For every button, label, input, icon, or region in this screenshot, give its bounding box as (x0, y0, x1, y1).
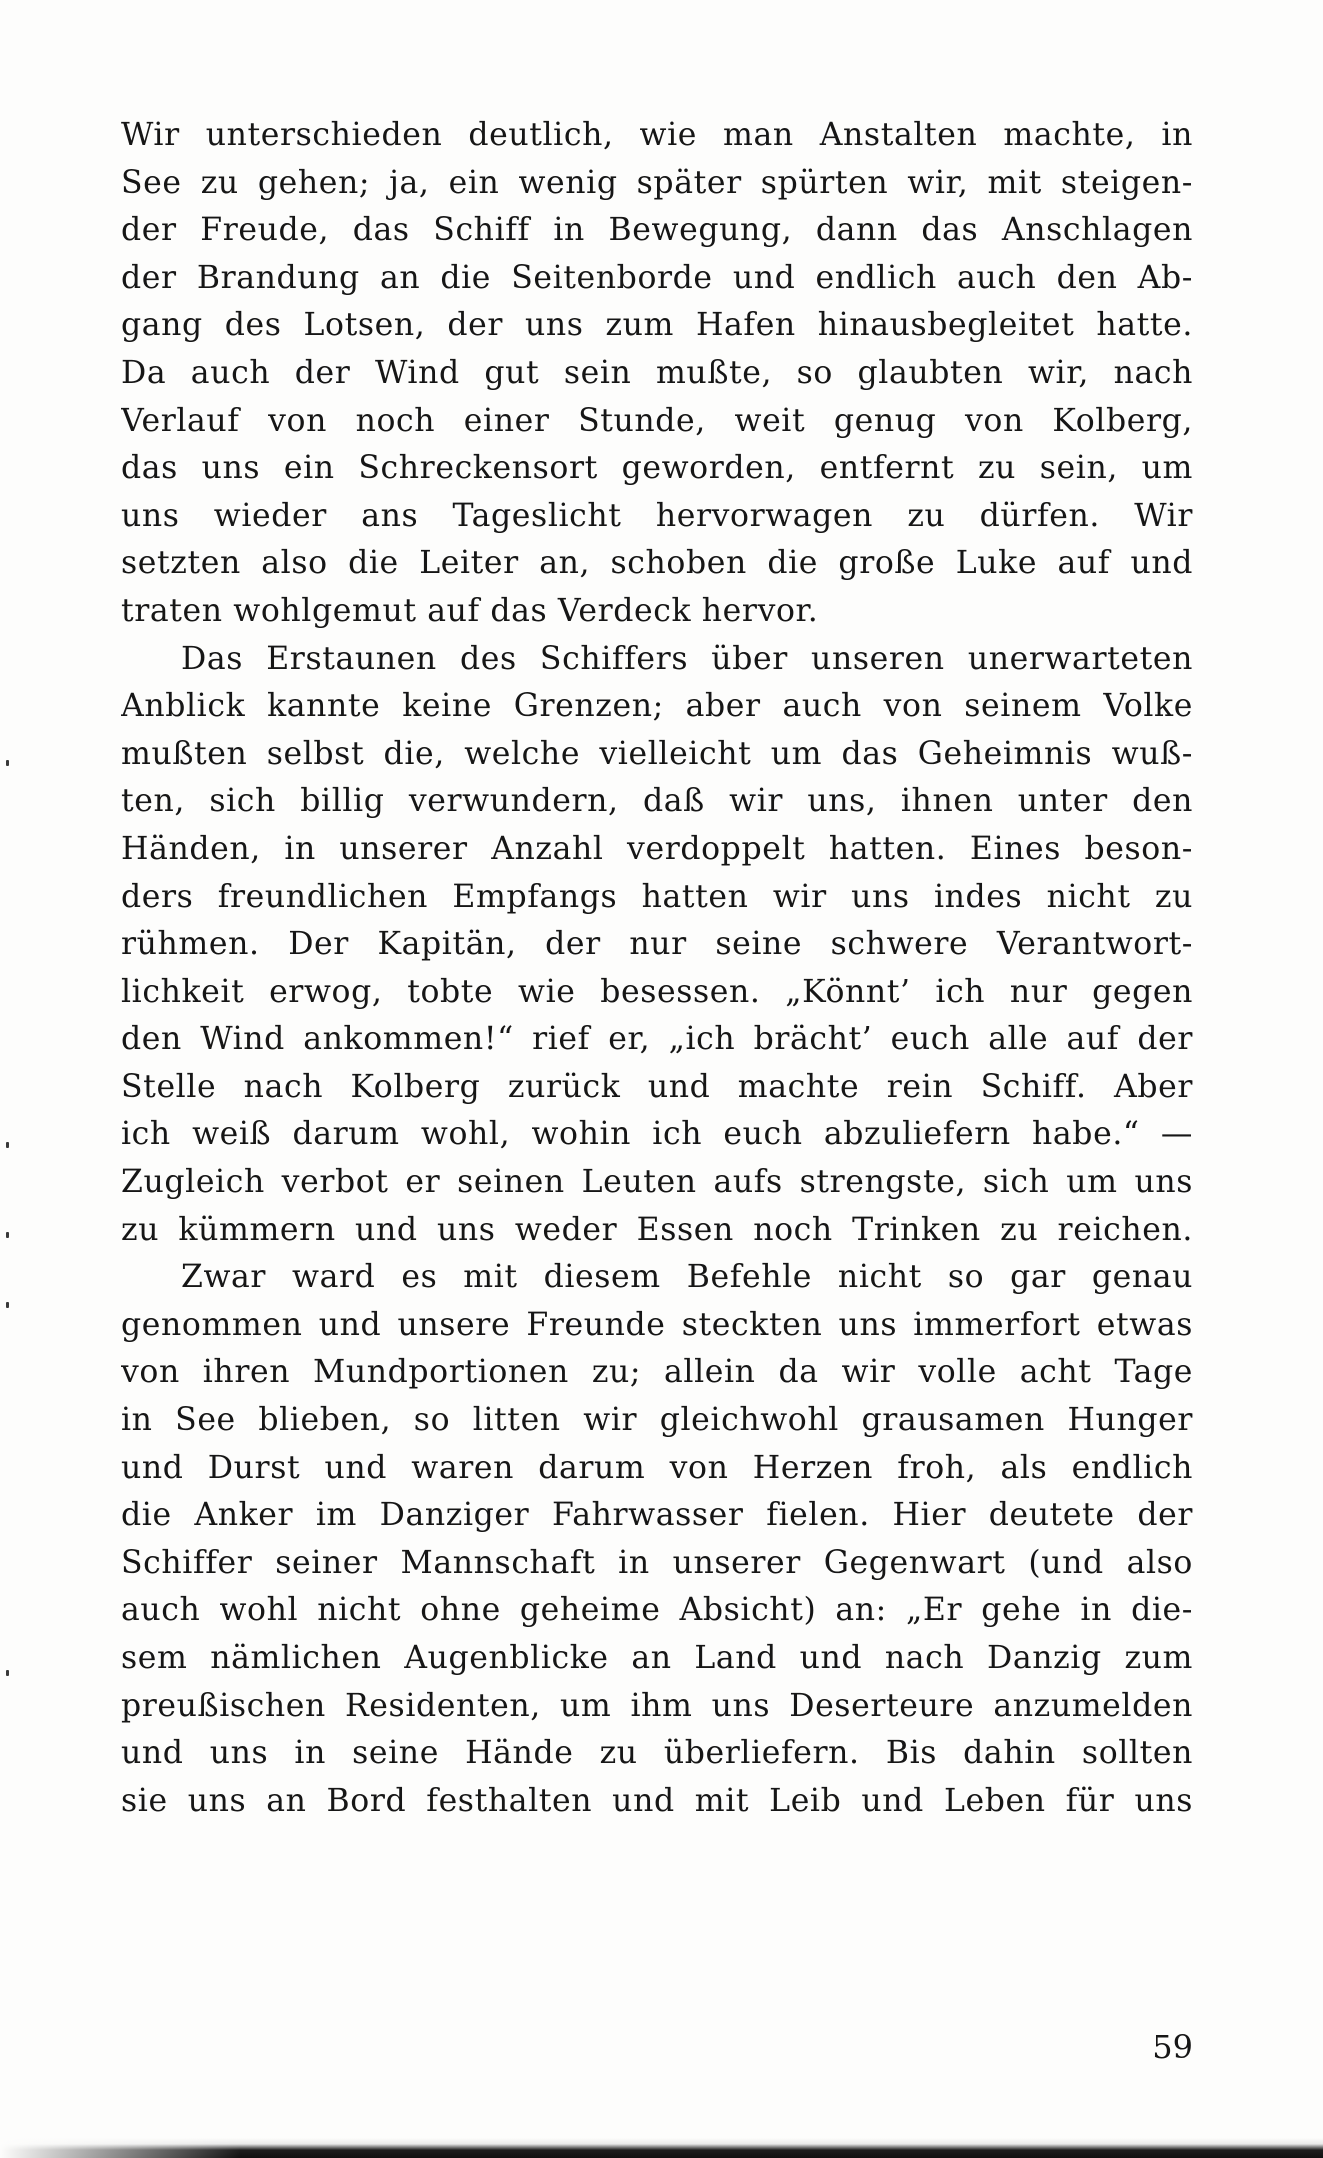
text-line: lichkeit erwog, tobte wie besessen. „Könnt’ ich nur gegen (121, 973, 1193, 1010)
text-line: das uns ein Schreckensort geworden, entfernt zu sein, um (121, 450, 1193, 487)
text-line: von ihren Mundportionen zu; allein da wir volle acht Tage (121, 1354, 1193, 1391)
text-line: ich weiß darum wohl, wohin ich euch abzuliefern habe.“ — (121, 1116, 1193, 1153)
text-line: genommen und unsere Freunde steckten uns immerfort etwas (121, 1306, 1193, 1343)
text-line: auch wohl nicht ohne geheime Absicht) an: „Er gehe in die- (121, 1592, 1193, 1629)
text-line: den Wind ankommen!“ rief er, „ich brächt’ euch alle auf der (121, 1021, 1193, 1058)
text-line: Zugleich verbot er seinen Leuten aufs strengste, sich um uns (121, 1164, 1193, 1201)
paragraph-start-line: Das Erstaunen des Schiffers über unseren unerwarteten (181, 640, 1193, 677)
text-line: rühmen. Der Kapitän, der nur seine schwere Verantwort- (121, 926, 1193, 963)
page-bottom-edge-fade (0, 2138, 240, 2158)
text-line: gang des Lotsen, der uns zum Hafen hinausbegleitet hatte. (121, 307, 1193, 344)
text-line: ten, sich billig verwundern, daß wir uns, ihnen unter den (121, 783, 1193, 820)
text-line: der Freude, das Schiff in Bewegung, dann das Anschlagen (121, 212, 1193, 249)
paragraph-start-line: Zwar ward es mit diesem Befehle nicht so gar genau (181, 1259, 1193, 1296)
page-number: 59 (1152, 2028, 1193, 2066)
text-line: Verlauf von noch einer Stunde, weit genug von Kolberg, (121, 402, 1193, 439)
text-line: Anblick kannte keine Grenzen; aber auch von seinem Volke (121, 688, 1193, 725)
text-line: Händen, in unserer Anzahl verdoppelt hatten. Eines beson- (121, 830, 1193, 867)
page-bottom-edge (0, 2138, 1323, 2158)
text-line: Wir unterschieden deutlich, wie man Anstalten machte, in (121, 117, 1193, 153)
text-line: Da auch der Wind gut sein mußte, so glaubten wir, nach (121, 354, 1193, 391)
text-line: preußischen Residenten, um ihm uns Deserteure anzumelden (121, 1687, 1193, 1724)
text-line: die Anker im Danziger Fahrwasser fielen. Hier deutete der (121, 1497, 1193, 1534)
text-line: ders freundlichen Empfangs hatten wir uns indes nicht zu (121, 878, 1193, 915)
text-line: sem nämlichen Augenblicke an Land und nach Danzig zum (121, 1640, 1193, 1676)
text-line: der Brandung an die Seitenborde und endlich auch den Ab- (121, 259, 1193, 296)
text-line: und uns in seine Hände zu überliefern. Bis dahin sollten (121, 1735, 1193, 1772)
text-line: und Durst und waren darum von Herzen froh, als endlich (121, 1449, 1193, 1486)
text-line: uns wieder ans Tageslicht hervorwagen zu dürfen. Wir (121, 497, 1193, 534)
page-edge-marks (0, 0, 20, 2158)
text-line: mußten selbst die, welche vielleicht um das Geheimnis wuß- (121, 735, 1193, 772)
text-line: in See blieben, so litten wir gleichwohl grausamen Hunger (121, 1402, 1193, 1439)
text-line: Stelle nach Kolberg zurück und machte rein Schiff. Aber (121, 1068, 1193, 1105)
paragraph-end-line: zu kümmern und uns weder Essen noch Trinken zu reichen. (121, 1211, 1193, 1248)
text-line: setzten also die Leiter an, schoben die große Luke auf und (121, 545, 1193, 582)
body-text (121, 112, 1193, 1825)
paragraph-end-line: traten wohlgemut auf das Verdeck hervor. (121, 592, 819, 629)
text-line: See zu gehen; ja, ein wenig später spürten wir, mit steigen- (121, 164, 1193, 201)
text-line: Schiffer seiner Mannschaft in unserer Gegenwart (und also (121, 1544, 1193, 1581)
text-line: sie uns an Bord festhalten und mit Leib und Leben für uns (121, 1782, 1193, 1819)
